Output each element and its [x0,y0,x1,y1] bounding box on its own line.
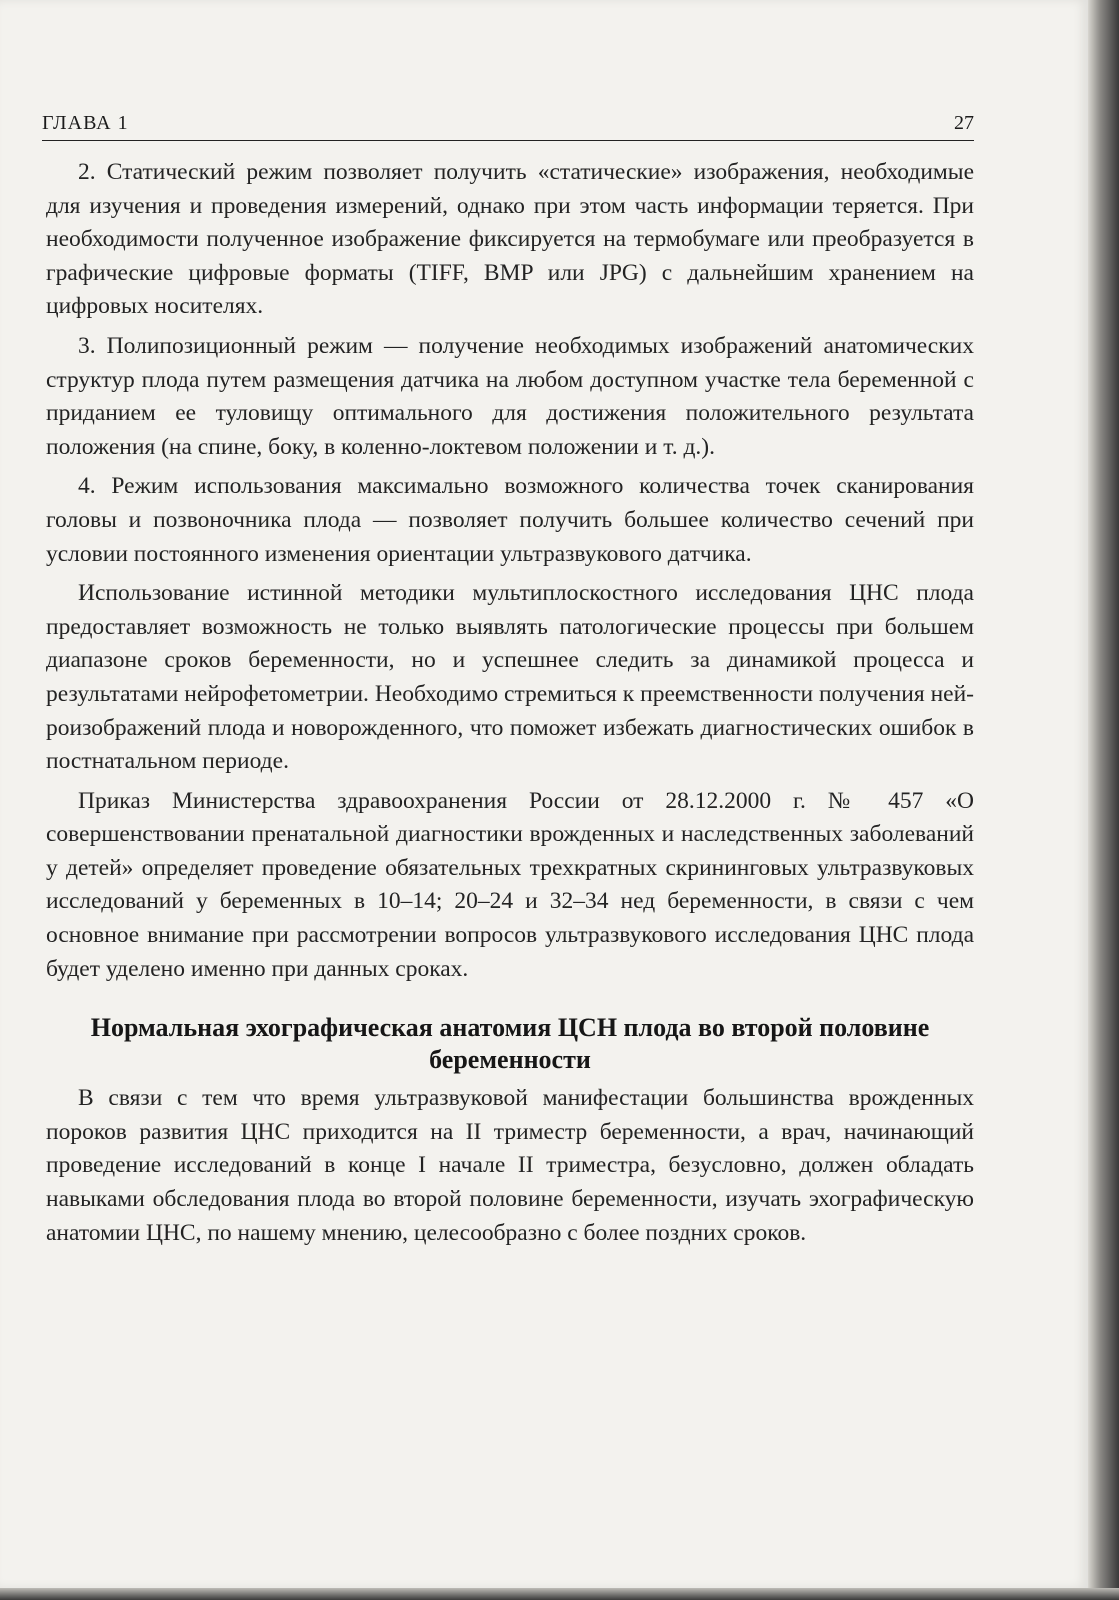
section-heading: Нормальная эхографическая анатомия ЦСН плода во второй половине беременности [90,1013,930,1075]
running-head [42,112,974,141]
paragraph-section-intro: В связи с тем что время ультразвуковой манифестации большинства врожденных пороков развития ЦНС приходится на II триместр беременности, а врач, начинающий проведение исследований в конце I начале II триместра, безусловно, должен обладать навыками обследования плода во второй половине беременности, изучать эхографическую анатомии ЦНС, по нашему мнению, целесообразно с более поздних сроков. [46,1085,974,1246]
chapter-title: ГЛАВА 1 [42,112,129,134]
paragraph-scanning-points-mode: 4. Режим использования максимально возможного количества точек сканирования головы и позвоночника плода — позволяет получить большее количество сечений при условии постоянного изменения ориентации ультразвукового датчика. [46,473,974,567]
page-bottom-shadow [0,1588,1119,1600]
page-number: 27 [954,112,974,134]
paragraph-static-mode: 2. Статический режим позволяет получить «статические» изображения, необходимые для изучения и проведения измерений, однако при этом часть информации теряется. При необходимости полученное изображение фиксируется на термобумаге или преобразуется в графические цифровые форматы (TIFF, BMP или JPG) с дальнейшим хранением на цифровых носителях. [46,159,974,320]
page-edge-shadow [1088,0,1119,1600]
paragraph-ministry-order: Приказ Министерства здравоохранения России от 28.12.2000 г. № 457 «О совершенствовании пренатальной диагностики врожденных и наследственных заболеваний у детей» определяет проведение обязательных трехкратных скрининговых ультразвуковых исследований у беременных в 10–14; 20–24 и 32–34 нед беременности, в связи с чем основное внимание при рассмотрении вопросов ультразвукового исследования ЦНС плода будет уделено именно при данных сроках. [46,787,974,982]
paragraph-multiplanar-method: Использование истинной методики мультиплоскостного исследования ЦНС плода предоставляет возможность не только выявлять патологические процессы при большем диапазоне сроков беременности, но и успешнее следить за динамикой процесса и результатами нейрофетометрии. Необходимо стремиться к преемственности получения нейроизображений плода и новорожденного, что поможет избежать диагностических ошибок в постнатальном периоде. [46,580,974,775]
body-text [46,156,974,1250]
paragraph-multiposition-mode: 3. Полипозиционный режим — получение необходимых изображений анатомических структур плода путем размещения датчика на любом доступном участке тела беременной с приданием ее туловищу оптимального для достижения положительного результата положения (на спине, боку, в коленно-локтевом положении и т. д.). [46,332,974,460]
